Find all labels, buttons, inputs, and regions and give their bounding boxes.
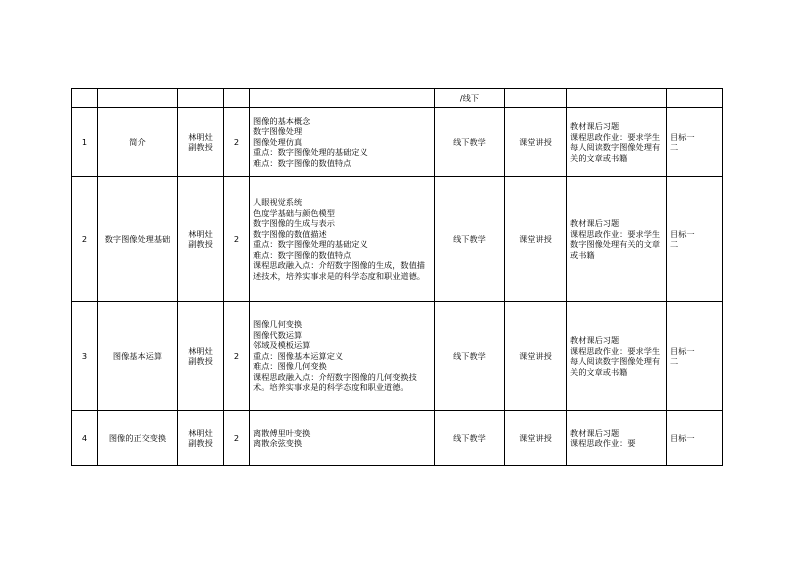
content-line: 课程思政融入点：介绍数字图像的几何变换技术。培养实事求是的科学态度和职业道德。 [253,371,417,393]
cell-goal [667,177,723,302]
content-line: 重点：数字图像处理的基础定义 [253,239,368,249]
header-cell-num [72,89,98,108]
content-line: 重点：数字图像处理的基础定义 [253,147,368,158]
cell-method: 课堂讲授 [505,302,567,411]
header-cell-task [567,89,667,108]
header-cell-mode: /线下 [435,89,505,108]
content-line: 色度学基础与颜色模型 [253,207,335,218]
task-line: 课程思政作业：要求学生数字图像处理有关的文章或书籍 [570,228,661,260]
cell-num: 2 [72,177,98,302]
cell-content [250,302,435,411]
content-line: 图像处理仿真 [253,136,303,147]
content-line: 难点：图像几何变换 [253,361,327,372]
teacher-name: 林明灶 [188,427,213,438]
table-row [72,302,723,411]
cell-teacher [178,302,224,411]
table-header-row [72,89,723,108]
cell-teacher [178,108,224,177]
task-line: 课程思政作业：要 [570,438,636,448]
goal-line: 二 [670,356,679,366]
task-line: 课程思政作业：要求学生每人阅读数字图像处理有关的文章或书籍 [570,131,661,163]
cell-goal [667,108,723,177]
cell-content [250,411,435,466]
task-line: 课程思政作业：要求学生每人阅读数字图像处理有关的文章或书籍 [570,345,661,377]
content-line: 难点：数字图像的数值特点 [253,249,352,260]
header-cell-goal [667,89,723,108]
content-line: 图像的基本概念 [253,115,311,126]
cell-mode: 线下教学 [435,411,505,466]
content-line: 数字图像处理 [253,126,303,137]
goal-line: 二 [670,142,679,152]
cell-hours: 2 [224,177,250,302]
cell-topic: 简介 [98,108,178,177]
cell-hours: 2 [224,302,250,411]
content-line: 重点：图像基本运算定义 [253,350,344,361]
teacher-title: 副教授 [188,356,213,366]
course-schedule-table [71,88,722,466]
cell-goal [667,411,723,466]
cell-num: 3 [72,302,98,411]
task-line: 教材课后习题 [570,427,620,438]
cell-goal [667,302,723,411]
content-line: 图像代数运算 [253,329,303,340]
table-row [72,411,723,466]
content-line: 邻域及模板运算 [253,340,311,351]
cell-topic: 图像的正交变换 [98,411,178,466]
header-cell-method [505,89,567,108]
content-line: 离散余弦变换 [253,438,303,448]
goal-line: 目标一 [670,432,695,443]
table-row [72,177,723,302]
cell-mode: 线下教学 [435,177,505,302]
cell-task [567,177,667,302]
cell-task [567,411,667,466]
content-line: 数字图像的生成与表示 [253,218,335,228]
cell-num: 4 [72,411,98,466]
task-line: 教材课后习题 [570,121,620,131]
goal-line: 目标一 [670,228,695,239]
table-row [72,108,723,177]
cell-mode: 线下教学 [435,108,505,177]
cell-method: 课堂讲授 [505,108,567,177]
cell-topic: 数字图像处理基础 [98,177,178,302]
cell-hours: 2 [224,411,250,466]
teacher-name: 林明灶 [188,131,213,142]
cell-hours: 2 [224,108,250,177]
content-line: 数字图像的数值描述 [253,228,327,239]
cell-topic: 图像基本运算 [98,302,178,411]
teacher-title: 副教授 [188,239,213,249]
cell-num: 1 [72,108,98,177]
task-line: 教材课后习题 [570,218,620,228]
teacher-title: 副教授 [188,438,213,448]
cell-mode: 线下教学 [435,302,505,411]
teacher-name: 林明灶 [188,345,213,356]
header-cell-hours [224,89,250,108]
content-line: 图像几何变换 [253,319,303,330]
teacher-title: 副教授 [188,142,213,152]
content-line: 离散傅里叶变换 [253,427,311,438]
content-line: 人眼视觉系统 [253,197,303,207]
cell-content [250,177,435,302]
header-cell-teacher [178,89,224,108]
cell-method: 课堂讲授 [505,411,567,466]
header-cell-content [250,89,435,108]
cell-task [567,302,667,411]
header-cell-topic [98,89,178,108]
content-line: 课程思政融入点：介绍数字图像的生成，数值描述技术，培养实事求是的科学态度和职业道德。 [253,260,425,281]
cell-task [567,108,667,177]
goal-line: 目标一 [670,345,695,356]
content-line: 难点：数字图像的数值特点 [253,157,352,168]
goal-line: 目标一 [670,131,695,142]
cell-teacher [178,411,224,466]
teacher-name: 林明灶 [188,228,213,239]
cell-content [250,108,435,177]
goal-line: 二 [670,239,679,249]
task-line: 教材课后习题 [570,335,620,345]
cell-method: 课堂讲授 [505,177,567,302]
cell-teacher [178,177,224,302]
